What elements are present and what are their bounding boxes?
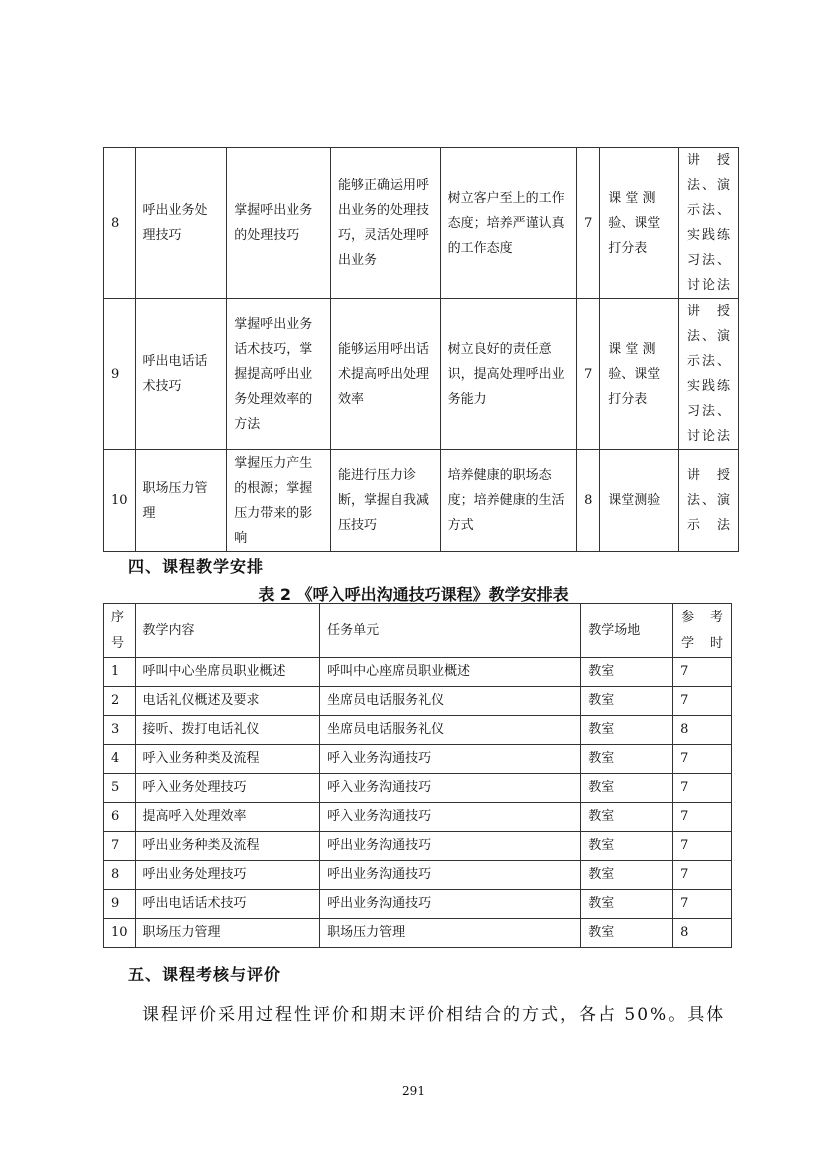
table-cell: 5: [104, 774, 136, 803]
table-cell: 教室: [581, 803, 673, 832]
header-cell: 序号: [104, 604, 136, 658]
table-cell: 7: [673, 803, 732, 832]
table-cell: 3: [104, 716, 136, 745]
table-row: [104, 861, 732, 890]
header-cell: 教学场地: [581, 604, 673, 658]
cell-no: 10: [104, 450, 136, 552]
table-cell: 教室: [581, 774, 673, 803]
cell-methods: 讲 授法、演示法: [679, 450, 739, 552]
table-cell: 7: [673, 658, 732, 687]
table-cell: 9: [104, 890, 136, 919]
table-cell: 呼入业务种类及流程: [135, 745, 320, 774]
table-cell: 呼出业务种类及流程: [135, 832, 320, 861]
table-cell: 6: [104, 803, 136, 832]
table-cell: 10: [104, 919, 136, 948]
table-cell: 7: [104, 832, 136, 861]
cell-hours: 7: [577, 299, 600, 450]
table-cell: 接听、拨打电话礼仪: [135, 716, 320, 745]
table-row: [104, 148, 739, 299]
table-cell: 呼入业务沟通技巧: [320, 803, 581, 832]
course-content-table: [103, 147, 739, 552]
teaching-schedule-table: [103, 603, 732, 948]
cell-topic: 呼出业务处理技巧: [135, 148, 227, 299]
table-header-row: [104, 604, 732, 658]
table-cell: 7: [673, 890, 732, 919]
section-5-heading: 五、课程考核与评价: [128, 965, 282, 984]
table-cell: 呼入业务沟通技巧: [320, 774, 581, 803]
table-cell: 坐席员电话服务礼仪: [320, 687, 581, 716]
table-cell: 1: [104, 658, 136, 687]
table-row: [104, 803, 732, 832]
table-cell: 7: [673, 745, 732, 774]
header-cell: 教学内容: [135, 604, 320, 658]
table-row: [104, 687, 732, 716]
header-cell: 任务单元: [320, 604, 581, 658]
table-row: [104, 658, 732, 687]
table-cell: 教室: [581, 890, 673, 919]
table-cell: 坐席员电话服务礼仪: [320, 716, 581, 745]
table-cell: 电话礼仪概述及要求: [135, 687, 320, 716]
cell-quality: 树立客户至上的工作态度；培养严谨认真的工作态度: [440, 148, 577, 299]
table-cell: 教室: [581, 745, 673, 774]
table-cell: 7: [673, 861, 732, 890]
table-cell: 教室: [581, 658, 673, 687]
table-cell: 呼出业务处理技巧: [135, 861, 320, 890]
cell-knowledge: 掌握压力产生的根源；掌握压力带来的影响: [227, 450, 331, 552]
table-cell: 呼出业务沟通技巧: [320, 890, 581, 919]
cell-ability: 能够正确运用呼出业务的处理技巧，灵活处理呼出业务: [330, 148, 440, 299]
table-cell: 4: [104, 745, 136, 774]
table-cell: 呼叫中心座席员职业概述: [320, 658, 581, 687]
section-4-heading: 四、课程教学安排: [128, 557, 265, 576]
header-cell: 参 考学时: [673, 604, 732, 658]
table-cell: 呼入业务沟通技巧: [320, 745, 581, 774]
table-cell: 教室: [581, 919, 673, 948]
cell-no: 8: [104, 148, 136, 299]
table-cell: 教室: [581, 716, 673, 745]
table-cell: 提高呼入处理效率: [135, 803, 320, 832]
table-cell: 呼出业务沟通技巧: [320, 861, 581, 890]
table-cell: 7: [673, 687, 732, 716]
cell-ability: 能进行压力诊断，掌握自我减压技巧: [330, 450, 440, 552]
table-row: [104, 745, 732, 774]
table-cell: 教室: [581, 687, 673, 716]
table-row: [104, 774, 732, 803]
table-cell: 教室: [581, 861, 673, 890]
cell-knowledge: 掌握呼出业务话术技巧，掌握提高呼出业务处理效率的方法: [227, 299, 331, 450]
cell-topic: 职场压力管理: [135, 450, 227, 552]
cell-hours: 7: [577, 148, 600, 299]
table-cell: 2: [104, 687, 136, 716]
cell-methods: 讲 授法、演示法、实践练习法、讨论法: [679, 299, 739, 450]
table-cell: 7: [673, 832, 732, 861]
table-cell: 教室: [581, 832, 673, 861]
table-cell: 8: [673, 919, 732, 948]
table-cell: 呼叫中心坐席员职业概述: [135, 658, 320, 687]
cell-ability: 能够运用呼出话术提高呼出处理效率: [330, 299, 440, 450]
table-row: [104, 832, 732, 861]
table-row: [104, 450, 739, 552]
table-cell: 职场压力管理: [135, 919, 320, 948]
table-cell: 8: [104, 861, 136, 890]
cell-quality: 培养健康的职场态度；培养健康的生活方式: [440, 450, 577, 552]
table-row: [104, 299, 739, 450]
table-cell: 呼入业务处理技巧: [135, 774, 320, 803]
table-cell: 7: [673, 774, 732, 803]
cell-evaluation: 课堂测验: [600, 450, 679, 552]
cell-hours: 8: [577, 450, 600, 552]
table-2-caption: 表 2 《呼入呼出沟通技巧课程》教学安排表: [258, 585, 569, 604]
table-cell: 呼出电话话术技巧: [135, 890, 320, 919]
cell-quality: 树立良好的责任意识，提高处理呼出业务能力: [440, 299, 577, 450]
page-number: 291: [402, 1084, 425, 1098]
table-row: [104, 919, 732, 948]
cell-knowledge: 掌握呼出业务的处理技巧: [227, 148, 331, 299]
table-cell: 8: [673, 716, 732, 745]
table-row: [104, 716, 732, 745]
cell-no: 9: [104, 299, 136, 450]
body-paragraph: 课程评价采用过程性评价和期末评价相结合的方式，各占 50%。具体: [142, 1005, 726, 1025]
table-row: [104, 890, 732, 919]
table-cell: 呼出业务沟通技巧: [320, 832, 581, 861]
cell-evaluation: 课 堂 测验、课堂打分表: [600, 299, 679, 450]
table-cell: 职场压力管理: [320, 919, 581, 948]
cell-evaluation: 课 堂 测验、课堂打分表: [600, 148, 679, 299]
cell-topic: 呼出电话话术技巧: [135, 299, 227, 450]
cell-methods: 讲 授法、演示法、实践练习法、讨论法: [679, 148, 739, 299]
